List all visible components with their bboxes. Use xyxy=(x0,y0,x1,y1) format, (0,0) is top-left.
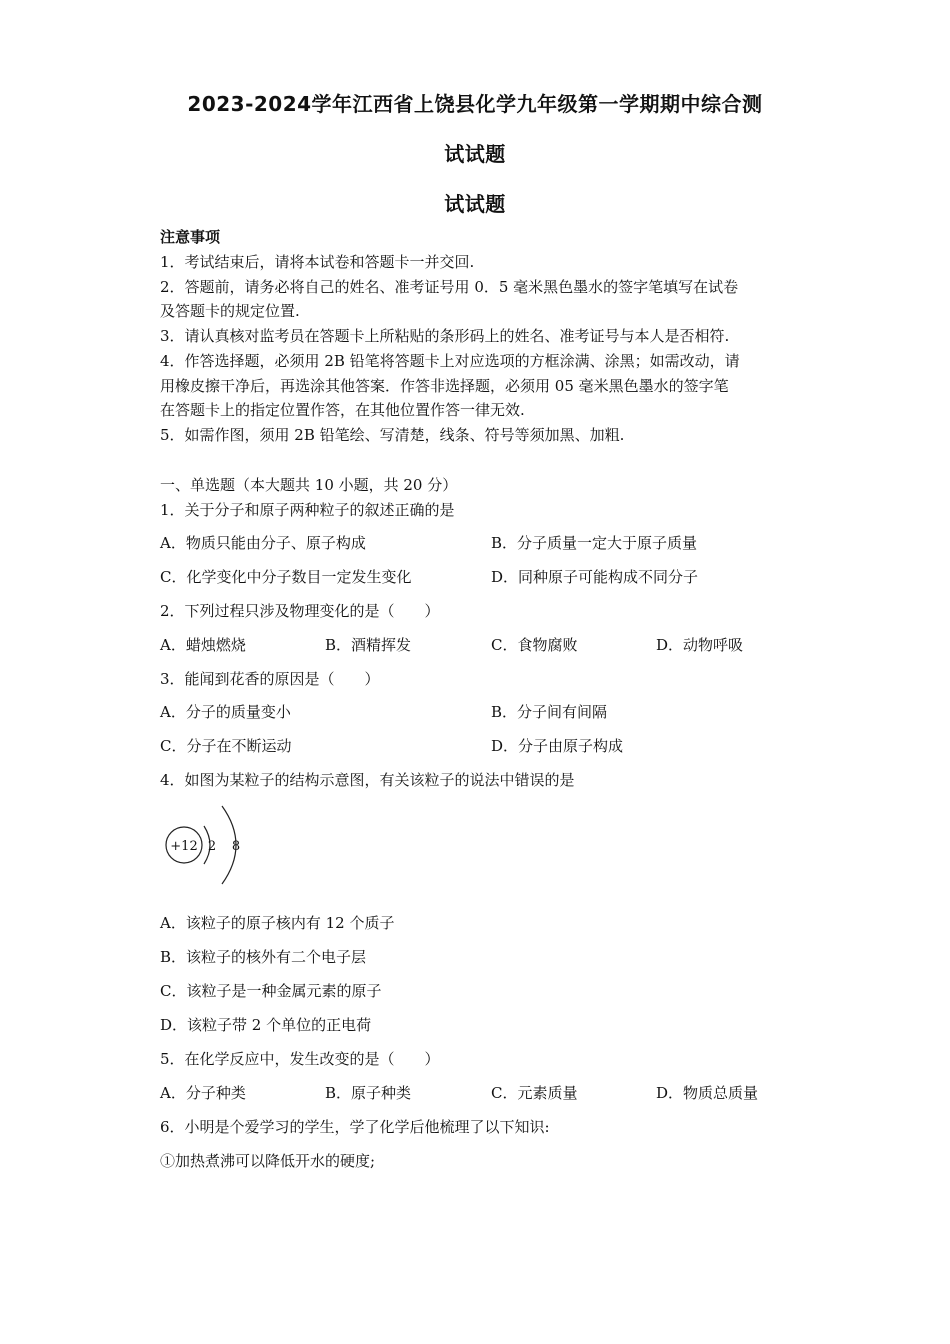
notice-item: 用橡皮擦干净后，再选涂其他答案．作答非选择题，必须用 05 毫米黑色墨水的签字笔 xyxy=(160,377,729,395)
notice-item: 3．请认真核对监考员在答题卡上所粘贴的条形码上的姓名、准考证号与本人是否相符. xyxy=(160,327,730,345)
question-5-option-c: C．元素质量 xyxy=(491,1084,578,1102)
question-5-stem: 5．在化学反应中，发生改变的是（ ） xyxy=(160,1050,440,1068)
question-1-option-b: B．分子质量一定大于原子质量 xyxy=(491,534,698,552)
question-4-stem: 4．如图为某粒子的结构示意图，有关该粒子的说法中错误的是 xyxy=(160,771,575,789)
page-title-line3: 试试题 xyxy=(444,192,506,216)
question-1-option-d: D．同种原子可能构成不同分子 xyxy=(491,568,699,586)
question-1-option-c: C．化学变化中分子数目一定发生变化 xyxy=(160,568,412,586)
question-6-item-1: ①加热煮沸可以降低开水的硬度; xyxy=(160,1152,376,1170)
shell-1-electrons-label: 2 xyxy=(207,839,217,854)
question-3-option-c: C．分子在不断运动 xyxy=(160,737,292,755)
question-2-option-b: B．酒精挥发 xyxy=(325,636,412,654)
question-4-option-d: D．该粒子带 2 个单位的正电荷 xyxy=(160,1016,372,1034)
question-3-stem: 3．能闻到花香的原因是（ ） xyxy=(160,670,380,688)
notice-item: 4．作答选择题，必须用 2B 铅笔将答题卡上对应选项的方框涂满、涂黑；如需改动，请 xyxy=(160,352,740,370)
question-2-option-c: C．食物腐败 xyxy=(491,636,578,654)
question-3-option-a: A．分子的质量变小 xyxy=(160,703,291,721)
question-4-option-b: B．该粒子的核外有二个电子层 xyxy=(160,948,367,966)
notice-item: 及答题卡的规定位置. xyxy=(160,302,300,320)
question-4-option-a: A．该粒子的原子核内有 12 个质子 xyxy=(160,914,395,932)
notice-item: 在答题卡上的指定位置作答，在其他位置作答一律无效. xyxy=(160,401,525,419)
page-title: 2023-2024学年江西省上饶县化学九年级第一学期期中综合测 xyxy=(187,92,763,116)
question-2-option-a: A．蜡烛燃烧 xyxy=(160,636,246,654)
question-1-option-a: A．物质只能由分子、原子构成 xyxy=(160,534,366,552)
question-3-option-b: B．分子间有间隔 xyxy=(491,703,608,721)
page-title-line2: 试试题 xyxy=(444,142,506,166)
question-5-option-d: D．物质总质量 xyxy=(656,1084,759,1102)
question-2-option-d: D．动物呼吸 xyxy=(656,636,744,654)
notice-item: 2．答题前，请务必将自己的姓名、准考证号用 0．5 毫米黑色墨水的签字笔填写在试卷 xyxy=(160,278,739,296)
nucleus-charge-label: +12 xyxy=(170,839,198,854)
section-heading: 一、单选题（本大题共 10 小题，共 20 分） xyxy=(160,476,458,494)
question-1-stem: 1．关于分子和原子两种粒子的叙述正确的是 xyxy=(160,501,455,519)
notice-item: 1．考试结束后，请将本试卷和答题卡一并交回. xyxy=(160,253,475,271)
atomic-structure-diagram xyxy=(160,800,250,890)
question-3-option-d: D．分子由原子构成 xyxy=(491,737,624,755)
notice-item: 5．如需作图，须用 2B 铅笔绘、写清楚，线条、符号等须加黑、加粗. xyxy=(160,426,625,444)
shell-2-electrons-label: 8 xyxy=(231,839,241,854)
question-5-option-b: B．原子种类 xyxy=(325,1084,412,1102)
notice-heading: 注意事项 xyxy=(160,228,221,246)
question-6-stem: 6．小明是个爱学习的学生，学了化学后他梳理了以下知识: xyxy=(160,1118,550,1136)
question-2-stem: 2．下列过程只涉及物理变化的是（ ） xyxy=(160,602,440,620)
question-5-option-a: A．分子种类 xyxy=(160,1084,246,1102)
question-4-option-c: C．该粒子是一种金属元素的原子 xyxy=(160,982,382,1000)
